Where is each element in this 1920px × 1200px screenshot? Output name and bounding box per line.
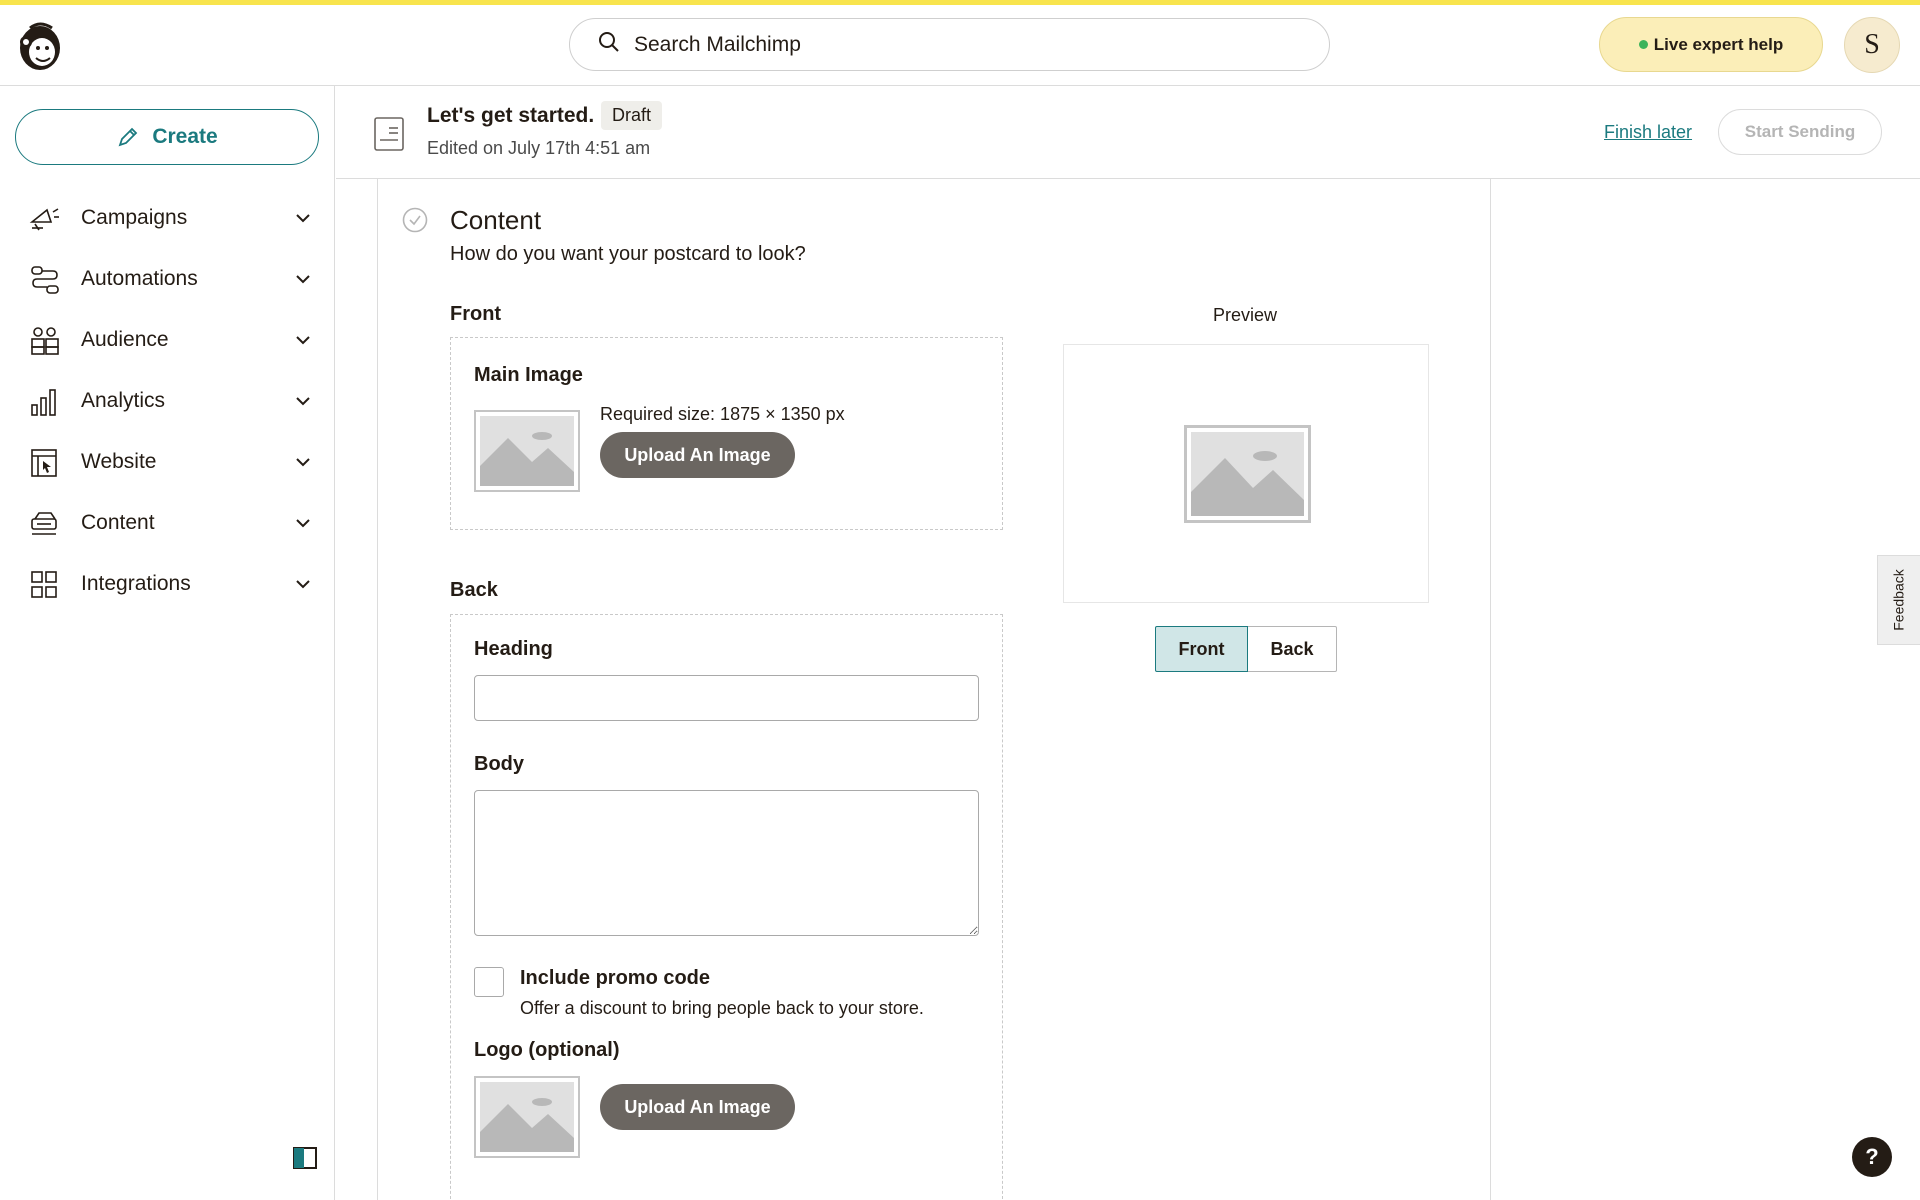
top-header bbox=[0, 5, 1920, 86]
back-section-box bbox=[450, 614, 1003, 1200]
step-subtitle: How do you want your postcard to look? bbox=[450, 243, 806, 265]
grid-icon bbox=[29, 570, 61, 600]
postcard-preview bbox=[1063, 344, 1429, 603]
start-sending-button[interactable]: Start Sending bbox=[1718, 109, 1882, 155]
content-step-panel bbox=[377, 179, 1491, 1200]
bar-chart-icon bbox=[29, 387, 61, 417]
promo-code-label: Include promo code bbox=[520, 967, 711, 989]
logo-field-label: Logo (optional) bbox=[474, 1039, 620, 1061]
front-section-box bbox=[450, 337, 1003, 530]
sidebar-item-analytics[interactable] bbox=[0, 377, 335, 425]
body-textarea[interactable] bbox=[474, 790, 979, 936]
megaphone-icon bbox=[29, 204, 61, 234]
collapse-sidebar-icon[interactable] bbox=[293, 1147, 317, 1169]
help-button[interactable] bbox=[1852, 1137, 1892, 1177]
live-expert-help-label: Live expert help bbox=[1653, 34, 1784, 54]
mailchimp-logo-icon[interactable] bbox=[16, 20, 64, 72]
back-section-label: Back bbox=[450, 579, 498, 601]
status-badge: Draft bbox=[601, 101, 662, 130]
finish-later-link[interactable]: Finish later bbox=[1604, 122, 1693, 142]
image-placeholder-icon bbox=[1184, 425, 1311, 523]
website-icon bbox=[29, 448, 61, 478]
image-placeholder-icon bbox=[474, 1076, 580, 1158]
campaign-title: Let's get started. bbox=[427, 104, 595, 127]
sidebar-item-website[interactable] bbox=[0, 438, 335, 486]
required-size-text: Required size: 1875 × 1350 px bbox=[600, 404, 845, 424]
chevron-down-icon bbox=[295, 516, 311, 530]
feedback-tab[interactable] bbox=[1877, 555, 1920, 645]
sidebar-item-campaigns[interactable] bbox=[0, 194, 335, 242]
content-icon bbox=[29, 509, 61, 539]
create-button[interactable] bbox=[15, 109, 319, 165]
chevron-down-icon bbox=[295, 455, 311, 469]
heading-field-label: Heading bbox=[474, 638, 553, 660]
preview-side-toggle bbox=[1155, 626, 1337, 672]
preview-front-button[interactable]: Front bbox=[1155, 626, 1248, 672]
edited-timestamp: Edited on July 17th 4:51 am bbox=[427, 138, 651, 158]
chevron-down-icon bbox=[295, 333, 311, 347]
search-icon bbox=[598, 31, 620, 58]
front-section-label: Front bbox=[450, 303, 502, 325]
avatar-initial: S bbox=[1864, 29, 1880, 60]
search-bar[interactable] bbox=[569, 18, 1330, 71]
upload-logo-button[interactable]: Upload An Image bbox=[600, 1084, 795, 1130]
online-status-dot bbox=[1639, 40, 1648, 49]
avatar[interactable] bbox=[1844, 17, 1900, 73]
sidebar-item-label: Integrations bbox=[81, 572, 191, 595]
sidebar-item-label: Website bbox=[81, 450, 157, 473]
help-icon: ? bbox=[1865, 1144, 1879, 1169]
sidebar-item-label: Automations bbox=[81, 267, 198, 290]
main-image-label: Main Image bbox=[474, 364, 583, 386]
sidebar-item-label: Audience bbox=[81, 328, 169, 351]
promo-code-checkbox[interactable] bbox=[474, 967, 504, 997]
audience-icon bbox=[29, 326, 61, 356]
sidebar bbox=[0, 86, 335, 1200]
upload-main-image-button[interactable]: Upload An Image bbox=[600, 432, 795, 478]
step-title: Content bbox=[450, 205, 542, 235]
sidebar-item-automations[interactable] bbox=[0, 255, 335, 303]
chevron-down-icon bbox=[295, 394, 311, 408]
sidebar-item-label: Analytics bbox=[81, 389, 166, 412]
feedback-label: Feedback bbox=[1891, 569, 1908, 631]
create-label: Create bbox=[152, 125, 218, 148]
image-placeholder-icon bbox=[474, 410, 580, 492]
preview-back-button[interactable]: Back bbox=[1248, 626, 1337, 672]
pencil-icon bbox=[116, 125, 140, 149]
sidebar-item-integrations[interactable] bbox=[0, 560, 335, 608]
preview-label: Preview bbox=[1213, 305, 1278, 325]
chevron-down-icon bbox=[295, 211, 311, 225]
sidebar-item-audience[interactable] bbox=[0, 316, 335, 364]
postcard-document-icon bbox=[373, 116, 405, 152]
automation-flow-icon bbox=[29, 265, 61, 295]
step-check-icon bbox=[402, 207, 428, 233]
sidebar-item-label: Content bbox=[81, 511, 155, 534]
sidebar-item-content[interactable] bbox=[0, 499, 335, 547]
body-field-label: Body bbox=[474, 753, 524, 775]
chevron-down-icon bbox=[295, 577, 311, 591]
live-expert-help-button[interactable] bbox=[1599, 17, 1823, 72]
search-input[interactable] bbox=[634, 33, 1234, 57]
sidebar-item-label: Campaigns bbox=[81, 206, 188, 229]
chevron-down-icon bbox=[295, 272, 311, 286]
promo-code-description: Offer a discount to bring people back to your store. bbox=[520, 998, 924, 1018]
heading-field[interactable] bbox=[474, 675, 979, 721]
campaign-header bbox=[336, 86, 1920, 179]
